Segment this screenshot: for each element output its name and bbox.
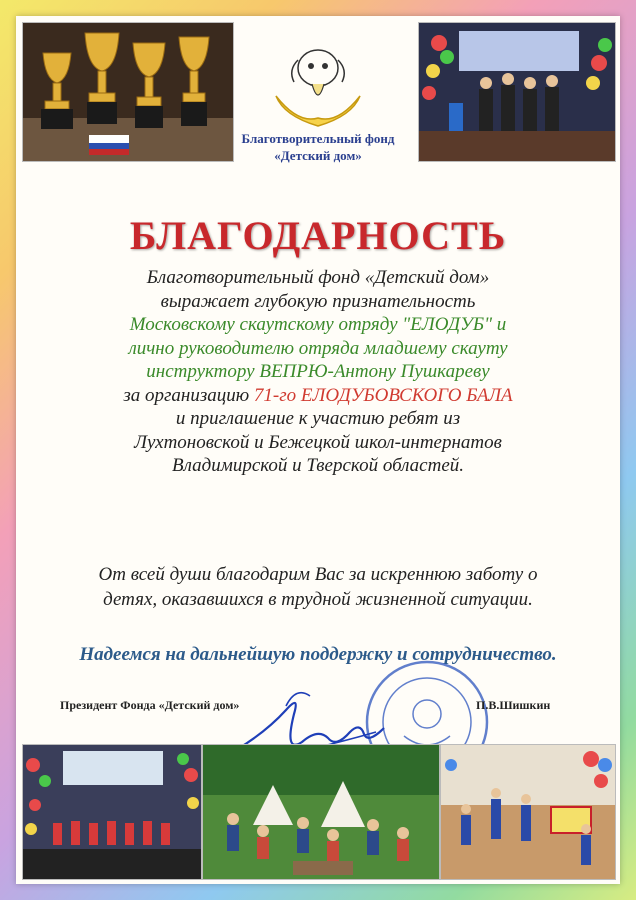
hope-line: Надеемся на дальнейшую поддержку и сотрудничество. bbox=[79, 644, 557, 665]
closing-line-1: От всей души благодарим Вас за искреннюю заботу о bbox=[98, 564, 538, 585]
photo-stage-ceremony bbox=[418, 22, 616, 162]
signatory-position: Президент Фонда «Детский дом» bbox=[60, 698, 240, 712]
gymnastics-image bbox=[441, 745, 615, 879]
body-line-2: выражает глубокую признательность bbox=[160, 290, 476, 312]
organization-line1: Благотворительный фонд bbox=[241, 131, 395, 146]
body-line-6-prefix: за организацию bbox=[123, 384, 250, 406]
stage-image bbox=[419, 23, 615, 161]
foundation-logo bbox=[268, 38, 368, 130]
closing-paragraph bbox=[16, 562, 620, 612]
photo-trophies bbox=[22, 22, 234, 162]
organization-line2: «Детский дом» bbox=[274, 148, 362, 163]
trophies-image bbox=[23, 23, 233, 161]
certificate-title: БЛАГОДАРНОСТЬ bbox=[129, 213, 507, 258]
gratitude-text bbox=[16, 266, 620, 478]
children-stage-image bbox=[23, 745, 201, 879]
photo-group-outdoors bbox=[202, 744, 440, 880]
body-line-1: Благотворительный фонд «Детский дом» bbox=[146, 267, 490, 288]
body-line-8: Лухтоновской и Бежецкой школ-интернатов bbox=[134, 431, 502, 453]
closing-line-2: детях, оказавшихся в трудной жизненной ситуации. bbox=[103, 589, 533, 610]
photo-children-stage bbox=[22, 744, 202, 880]
photo-gymnastics bbox=[440, 744, 616, 880]
body-line-5: инструктору ВЕПРЮ-Антону Пушкареву bbox=[146, 361, 490, 382]
body-line-4: лично руководителю отряда младшему скауту bbox=[128, 337, 508, 359]
signatory-name: П.В.Шишкин bbox=[476, 698, 551, 712]
body-line-7: и приглашение к участию ребят из bbox=[175, 408, 461, 429]
organization-name bbox=[228, 130, 408, 164]
certificate-paper bbox=[16, 16, 620, 884]
body-line-3: Московскому скаутскому отряду "ЕЛОДУБ" и bbox=[129, 314, 507, 335]
body-line-6 bbox=[16, 384, 620, 408]
group-outdoors-image bbox=[203, 745, 439, 879]
body-line-9: Владимирской и Тверской областей. bbox=[171, 455, 465, 476]
logo-icon bbox=[268, 38, 368, 130]
ball-name: 71-го ЕЛОДУБОВСКОГО БАЛА bbox=[253, 384, 513, 406]
